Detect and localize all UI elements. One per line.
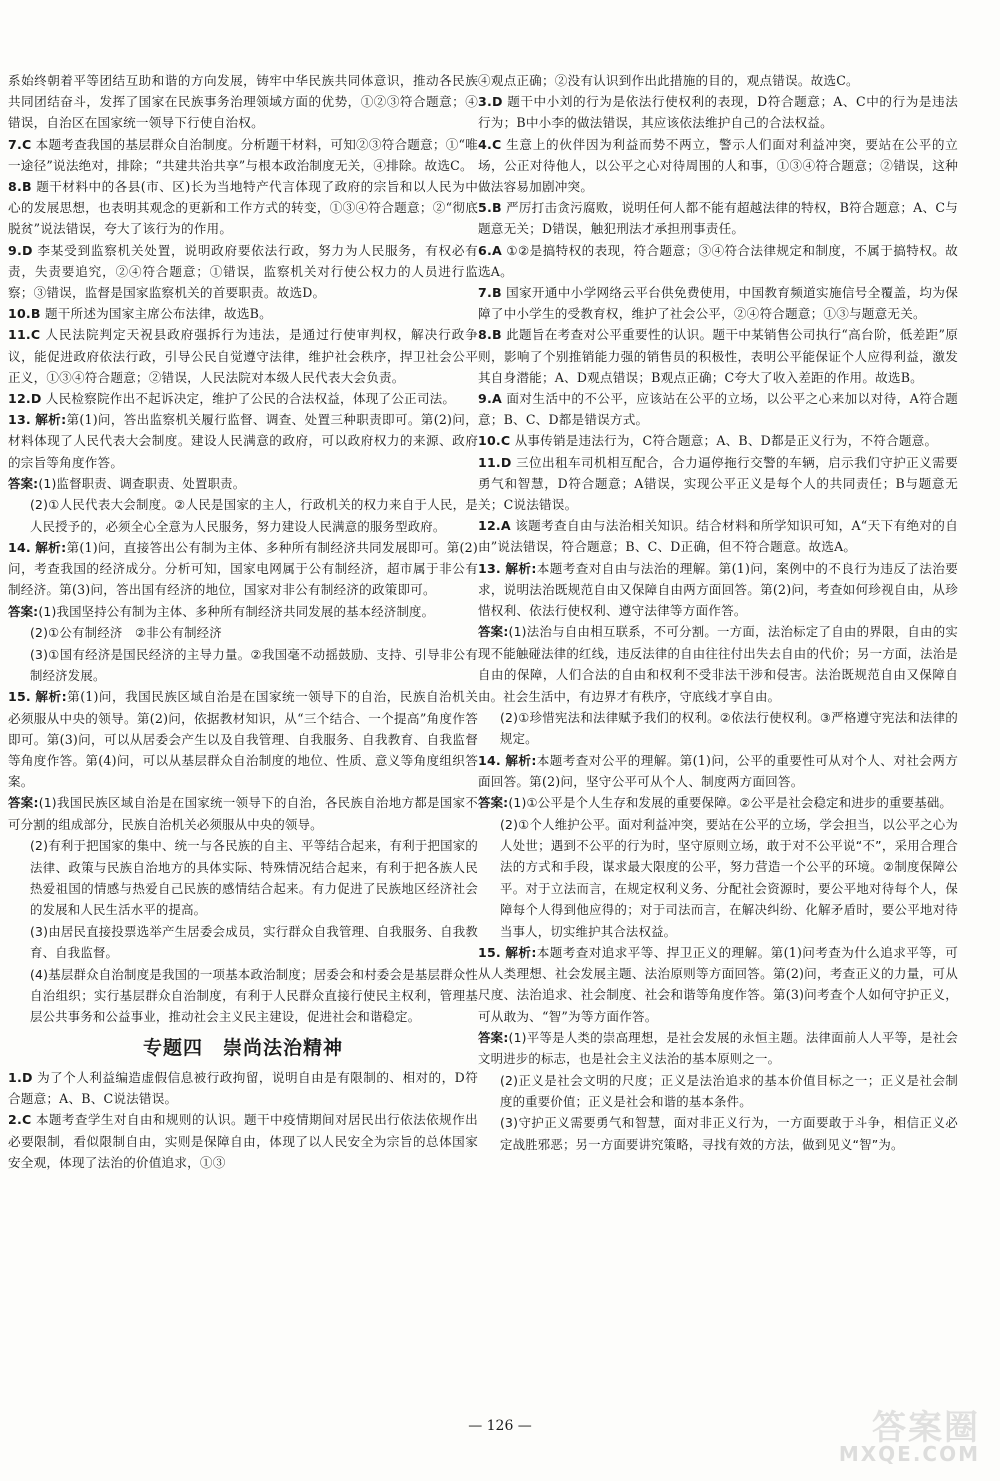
answer-text bbox=[8, 644, 478, 687]
question-explanation bbox=[8, 134, 478, 176]
answer-text bbox=[8, 494, 478, 537]
body-text: (2)①人民代表大会制度。②人民是国家的主人，行政机关的权力来自于人民，是人民授予的，必须全心全意为人民服务，努力建设人民满意的服务型政府。 bbox=[30, 497, 478, 534]
body-text: 为了个人利益编造虚假信息被行政拘留，说明自由是有限制的、相对的，D符合题意；A、B、C说法错误。 bbox=[8, 1070, 478, 1107]
answer-text bbox=[8, 792, 478, 835]
body-text: 人民法院判定天祝县政府强拆行为违法，是通过行使审判权，解决行政争议，能促进政府依法行政，引导公民自觉遵守法律，维护社会秩序，捍卫社会公平正义，①③④符合题意；②错误，人民法院对本级人民代表大会负责。 bbox=[8, 327, 478, 385]
question-explanation bbox=[478, 515, 958, 557]
question-explanation bbox=[478, 240, 958, 282]
question-explanation bbox=[8, 303, 478, 324]
label: 答案: bbox=[478, 1029, 509, 1045]
question-explanation bbox=[478, 282, 958, 324]
answer-text bbox=[478, 1112, 958, 1155]
question-explanation bbox=[8, 324, 478, 388]
label: 答案: bbox=[8, 475, 39, 491]
answer-text bbox=[478, 707, 958, 750]
question-explanation bbox=[478, 388, 958, 430]
body-text: 人民检察院作出不起诉决定，维护了公民的合法权益，体现了公正司法。 bbox=[45, 391, 456, 407]
body-text: ①②是搞特权的表现，符合题意；③④符合法律规定和制度，不属于搞特权。故选A。 bbox=[478, 242, 958, 279]
answer-text bbox=[8, 835, 478, 921]
answer-text bbox=[478, 1027, 958, 1070]
body-text: 三位出租车司机相互配合，合力逼停拖行交警的车辆，启示我们守护正义需要勇气和智慧，D符合题意；A错误，实现公平正义是每个人的共同责任；B与题意无关；C说法错误。 bbox=[478, 454, 958, 513]
label: 答案: bbox=[8, 603, 39, 619]
question-number: 13. bbox=[8, 412, 31, 428]
watermark-domain: MXQE.COM bbox=[838, 1442, 980, 1466]
question-number: 8.B bbox=[8, 179, 32, 195]
answer-text bbox=[478, 814, 958, 942]
question-number: 8.B bbox=[478, 327, 502, 343]
question-explanation bbox=[8, 1109, 478, 1173]
question-number: 9.D bbox=[8, 242, 33, 258]
body-text: 生意上的伙伴因为利益而势不两立，警示人们面对利益冲突，要站在公平的立场，公正对待他人，以公平之心对待周围的人和事，①③④符合题意；②错误，这种做法容易加剧冲突。 bbox=[478, 136, 958, 195]
body-text: (2)①公有制经济 ②非公有制经济 bbox=[30, 625, 222, 641]
question-explanation bbox=[8, 176, 478, 240]
body-text: (1)我国坚持公有制为主体、多种所有制经济共同发展的基本经济制度。 bbox=[38, 603, 435, 619]
body-text: 第(1)问，直接答出公有制为主体、多种所有制经济共同发展即可。第(2)问，考查我国的经济成分。分析可知，国家电网属于公有制经济，超市属于非公有制经济。第(3)问，答出国有经济的地位，国家对非公有制经济的政策即可。 bbox=[8, 540, 478, 598]
body-text: 面对生活中的不公平，应该站在公平的立场，以公平之心来加以对待，A符合题意；B、C、D都是错误方式。 bbox=[478, 391, 958, 428]
body-text: 李某受到监察机关处置，说明政府要依法行政，努力为人民服务，有权必有责，失责要追究，②④符合题意；①错误，监察机关对行使公权力的人员进行监察；③错误，监督是国家监察机关的首要职责。故选D。 bbox=[8, 242, 478, 301]
watermark bbox=[838, 1400, 988, 1470]
question-explanation bbox=[478, 452, 958, 516]
section-title: 专题四 崇尚法治精神 bbox=[142, 1036, 343, 1059]
body-text: (2)①个人维护公平。面对利益冲突，要站在公平的立场，学会担当，以公平之心为人处世；遇到不公平的行为时，坚守原则立场，敢于对不公平说“不”，采用合理合法的方式和手段，谋求最大限度的公平，努力营造一个公平的环境。②制度保障公平。对于立法而言，在规定权利义务、分配社会资源时，要公平地对待每个人，保障每个人得到他应得的；对于司法而言，在解决纠纷、化解矛盾时，要公平地对待当事人，切实维护其合法权益。 bbox=[500, 816, 958, 939]
label: 解析: bbox=[35, 540, 67, 556]
question-number: 14. bbox=[478, 752, 501, 768]
answer-text bbox=[8, 473, 478, 494]
body-text: 本题考查学生对自由和规则的认识。题干中疫情期间对居民出行依法依规作出必要限制，看似限制自由，实则是保障自由，体现了以人民安全为宗旨的总体国家安全观，体现了法治的价值追求，①③ bbox=[8, 1112, 478, 1170]
body-text: (1)法治与自由相互联系，不可分割。一方面，法治标定了自由的界限，自由的实现不能触碰法律的红线，违反法律的自由往往付出失去自由的代价；另一方面，法治是自由的保障，人们合法的自由和权利不受非法干涉和侵害。法治既规范自由又保障自由。社会生活中，有边界才有秩序，守底线才享自由。 bbox=[478, 624, 958, 704]
question-number: 4.C bbox=[478, 136, 502, 152]
label: 答案: bbox=[478, 624, 509, 640]
question-explanation bbox=[8, 409, 478, 473]
question-explanation bbox=[478, 134, 958, 198]
question-number: 14. bbox=[8, 540, 31, 556]
body-text: (4)基层群众自治制度是我国的一项基本政治制度；居委会和村委会是基层群众性自治组织；实行基层群众自治制度，有利于人民群众直接行使民主权利，管理基层公共事务和公益事业，推动社会主义民主建设，促进社会和谐稳定。 bbox=[30, 966, 478, 1025]
body-text: 严厉打击贪污腐败，说明任何人都不能有超越法律的特权，B符合题意；A、C与题意无关；D错误，触犯刑法才承担刑事责任。 bbox=[478, 200, 958, 237]
question-number: 11.D bbox=[478, 454, 512, 470]
page-number: — 126 — bbox=[468, 1418, 532, 1434]
question-explanation bbox=[478, 197, 958, 239]
left-column bbox=[8, 70, 478, 1173]
body-text: (3)由居民直接投票选举产生居委会成员，实行群众自我管理、自我服务、自我教育、自我监督。 bbox=[30, 923, 478, 961]
question-explanation bbox=[8, 686, 478, 792]
question-number: 12.D bbox=[8, 391, 42, 407]
body-text: (3)守护正义需要勇气和智慧，面对非正义行为，一方面要敢于斗争，相信正义必定战胜邪恶；另一方面要讲究策略，寻找有效的方法，做到见义“智”为。 bbox=[500, 1115, 958, 1152]
question-number: 7.B bbox=[478, 285, 502, 301]
question-explanation bbox=[8, 1067, 478, 1109]
question-explanation bbox=[478, 558, 958, 622]
question-number: 6.A bbox=[478, 242, 502, 258]
question-number: 5.B bbox=[478, 200, 502, 216]
question-explanation bbox=[478, 70, 958, 91]
question-explanation bbox=[478, 91, 958, 133]
body-text: 国家开通中小学网络云平台供免费使用，中国教育频道实施信号全覆盖，均为保障了中小学生的受教育权，维护了社会公平，②④符合题意；①③与题意无关。 bbox=[478, 285, 958, 322]
label: 解析: bbox=[35, 689, 67, 705]
label: 解析: bbox=[505, 560, 537, 576]
answer-text bbox=[8, 921, 478, 964]
body-text: (1)我国民族区域自治是在国家统一领导下的自治，各民族自治地方都是国家不可分割的组成部分，民族自治机关必须服从中央的领导。 bbox=[8, 795, 478, 832]
question-number: 11.C bbox=[8, 327, 41, 343]
label: 答案: bbox=[478, 795, 509, 811]
body-text: 此题旨在考查对公平重要性的认识。题干中某销售公司执行“高台阶，低差距”原则，影响了个别推销能力强的销售员的积极性，表明公平能保证个人应得利益，激发其自身潜能；A、D观点错误；B观点正确；C夸大了收入差距的作用。故选B。 bbox=[478, 327, 958, 385]
label: 解析: bbox=[505, 752, 537, 768]
question-explanation bbox=[8, 240, 478, 304]
answer-text bbox=[478, 621, 958, 707]
question-number: 9.A bbox=[478, 391, 502, 407]
body-text: 本题考查对追求平等、捍卫正义的理解。第(1)问考查为什么追求平等，可从人类理想、社会发展主题、法治原则等方面回答。第(2)问，考查正义的力量，可从尺度、法治追求、社会制度、社会和谐等角度作答。第(3)问考查个人如何守护正义，可从敢为、“智”为等方面作答。 bbox=[478, 944, 958, 1024]
body-text: 本题考查对公平的理解。第(1)问，公平的重要性可从对个人、对社会两方面回答。第(2)问，坚守公平可从个人、制度两方面回答。 bbox=[478, 752, 958, 789]
question-number: 15. bbox=[478, 944, 501, 960]
question-number: 3.D bbox=[478, 94, 503, 110]
answer-text bbox=[8, 622, 478, 643]
body-text: (2)有利于把国家的集中、统一与各民族的自主、平等结合起来，有利于把国家的法律、政策与民族自治地方的具体实际、特殊情况结合起来，有利于把各族人民热爱祖国的情感与热爱自己民族的感情结合起来。有力促进了民族地区经济社会的发展和人民生活水平的提高。 bbox=[30, 838, 478, 918]
question-explanation bbox=[8, 388, 478, 409]
question-explanation bbox=[478, 750, 958, 792]
watermark-logo: 答案圈 bbox=[872, 1408, 980, 1448]
body-text: 题干中小刘的行为是依法行使权利的表现，D符合题意；A、C中的行为是违法行为；B中小李的做法错误，其应该依法维护自己的合法权益。 bbox=[478, 94, 958, 131]
question-number: 13. bbox=[478, 560, 501, 576]
body-text: 该题考查自由与法治相关知识。结合材料和所学知识可知，A“天下有绝对的自由”说法错误，符合题意；B、C、D正确，但不符合题意。故选A。 bbox=[478, 518, 958, 555]
answer-text bbox=[478, 1070, 958, 1113]
body-text: 本题考查对自由与法治的理解。第(1)问，案例中的不良行为违反了法治要求，说明法治既规范自由又保障自由两方面回答。第(2)问，考查如何珍视自由，从珍惜权利、依法行使权利、遵守法律等方面作答。 bbox=[478, 560, 958, 619]
question-number: 1.D bbox=[8, 1070, 33, 1085]
question-number: 15. bbox=[8, 689, 31, 705]
label: 解析: bbox=[505, 944, 537, 960]
body-text: (3)①国有经济是国民经济的主导力量。②我国毫不动摇鼓励、支持、引导非公有制经济发展。 bbox=[30, 646, 478, 683]
body-text: (2)①珍惜宪法和法律赋予我们的权利。②依法行使权利。③严格遵守宪法和法律的规定。 bbox=[500, 709, 958, 747]
question-explanation bbox=[478, 324, 958, 388]
question-number: 7.C bbox=[8, 136, 32, 152]
label: 解析: bbox=[35, 412, 67, 428]
question-explanation bbox=[8, 537, 478, 601]
body-text: (1)①公平是个人生存和发展的重要保障。②公平是社会稳定和进步的重要基础。 bbox=[508, 795, 953, 811]
answer-text bbox=[8, 964, 478, 1028]
body-text: 第(1)问，我国民族区域自治是在国家统一领导下的自治，民族自治机关必须服从中央的领导。第(2)问，依据教材知识，从“三个结合、一个提高”角度作答即可。第(3)问，可以从居委会产生以及自我管理、自我服务、自我教育、自我监督等角度作答。第(4)问，可以从基层群众自治制度的地位、性质、意义等角度组织答案。 bbox=[8, 689, 478, 790]
question-explanation bbox=[478, 430, 958, 451]
body-text: (1)监督职责、调查职责、处置职责。 bbox=[38, 475, 246, 491]
body-text: (2)正义是社会文明的尺度；正义是法治追求的基本价值目标之一；正义是社会制度的重要价值；正义是社会和谐的基本条件。 bbox=[500, 1072, 958, 1109]
body-text: 题干材料中的各县(市、区)长为当地特产代言体现了政府的宗旨和以人民为中心的发展思想，也表明其观念的更新和工作方式的转变，①③④符合题意；②“彻底脱贫”说法错误，夸大了该行为的作用。 bbox=[8, 179, 478, 237]
body-text: 系始终朝着平等团结互助和谐的方向发展，铸牢中华民族共同体意识，推动各民族共同团结奋斗，发挥了国家在民族事务治理领域方面的优势，①②③符合题意；④错误，自治区在国家统一领导下行使自治权。 bbox=[8, 73, 478, 131]
body-text: 第(1)问，答出监察机关履行监督、调查、处置三种职责即可。第(2)问，材料体现了人民代表大会制度。建设人民满意的政府，可以政府权力的来源、政府的宗旨等角度作答。 bbox=[8, 412, 478, 470]
question-number: 10.C bbox=[478, 433, 511, 449]
body-text: 本题考查我国的基层群众自治制度。分析题干材料，可知②③符合题意；①“唯一途径”说法绝对，排除；“共建共治共享”与根本政治制度无关，④排除。故选C。 bbox=[8, 136, 478, 173]
right-column bbox=[478, 70, 958, 1155]
question-number: 2.C bbox=[8, 1112, 32, 1128]
question-number: 10.B bbox=[8, 306, 41, 322]
question-number: 12.A bbox=[478, 518, 511, 534]
answer-text bbox=[8, 601, 478, 622]
question-explanation bbox=[8, 70, 478, 134]
label: 答案: bbox=[8, 795, 39, 811]
body-text: 从事传销是违法行为，C符合题意；A、B、D都是正义行为，不符合题意。 bbox=[514, 433, 938, 449]
question-explanation bbox=[478, 942, 958, 1027]
body-text: (1)平等是人类的崇高理想，是社会发展的永恒主题。法律面前人人平等，是社会文明进步的标志，也是社会主义法治的基本原则之一。 bbox=[478, 1029, 958, 1067]
answer-text bbox=[478, 792, 958, 813]
body-text: 题干所述为国家主席公布法律，故选B。 bbox=[44, 306, 272, 322]
body-text: ④观点正确；②没有认识到作出此措施的目的，观点错误。故选C。 bbox=[478, 73, 859, 88]
